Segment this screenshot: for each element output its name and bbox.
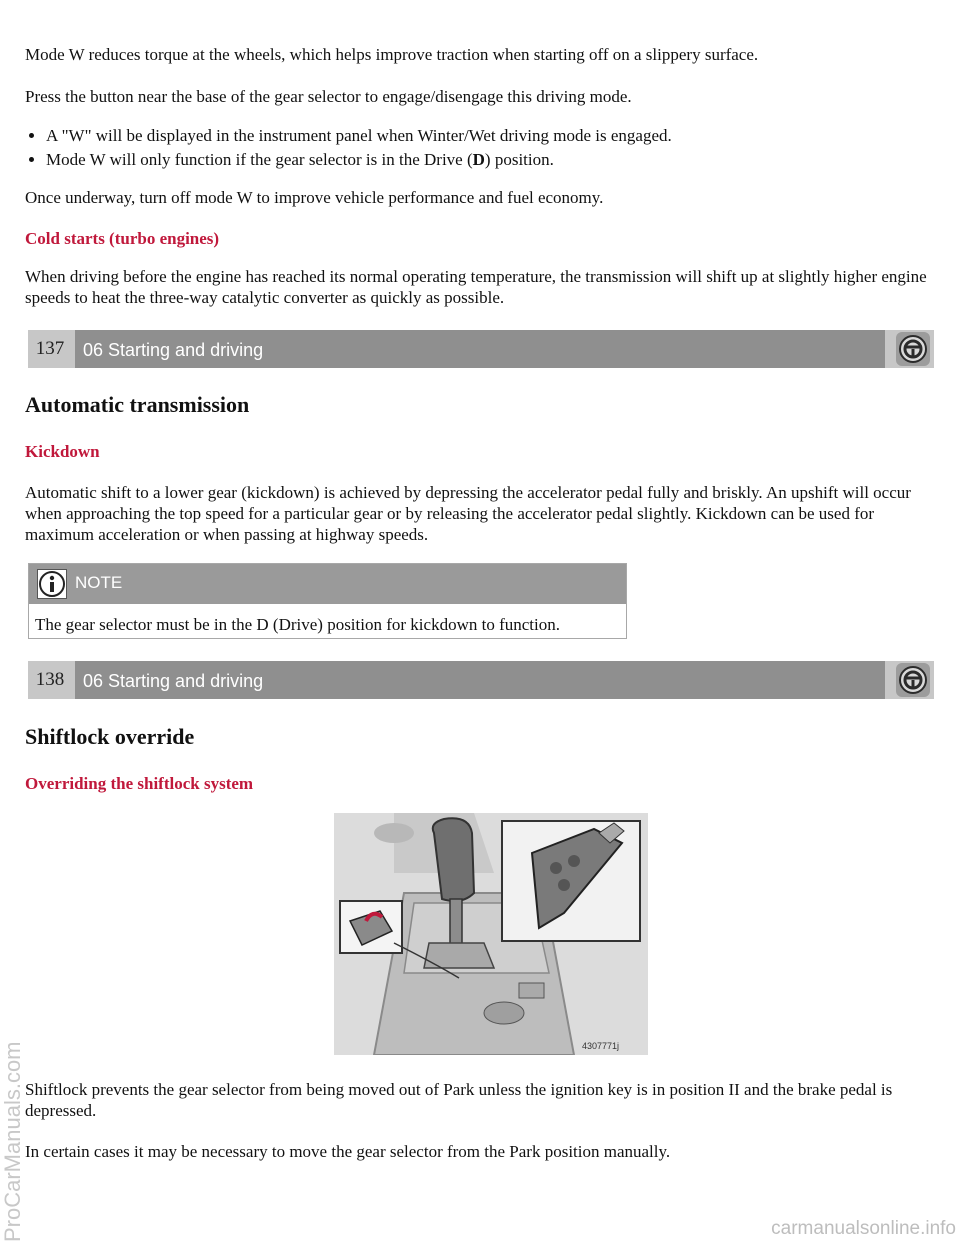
heading-shiftlock-override: Shiftlock override: [25, 724, 195, 749]
paragraph-cold-starts: When driving before the engine has reached its normal operating temperature, the transmission will shift up at slightly higher engine speeds to heat the three-way catalytic converter as quickly as possible.: [25, 267, 927, 307]
chapter-bar-137: [28, 330, 934, 368]
subheading-cold-starts: Cold starts (turbo engines): [25, 229, 220, 248]
paragraph-mode-w: Mode W reduces torque at the wheels, which helps improve traction when starting off on a slippery surface.: [25, 45, 759, 64]
paragraph-shiftlock-prevents: Shiftlock prevents the gear selector from being moved out of Park unless the ignition key is in position II and the brake pedal is depressed.: [25, 1080, 893, 1120]
paragraph-press-button: Press the button near the base of the gear selector to engage/disengage this driving mode.: [25, 87, 632, 106]
bullet-item: • Mode W will only function if the gear selector is in the Drive (D) position.: [46, 149, 672, 170]
note-label: NOTE: [75, 573, 123, 592]
page-number: 137: [28, 330, 72, 368]
chapter-bar-138: [28, 661, 934, 699]
watermark-carmanualsonline: carmanualsonline.info: [771, 1218, 956, 1239]
page-number: 138: [28, 661, 72, 699]
watermark-procarmanuals: ProCarManuals.com: [0, 1041, 25, 1242]
bullet-list: [25, 125, 672, 173]
info-icon: [37, 569, 67, 599]
paragraph-turn-off: Once underway, turn off mode W to improve vehicle performance and fuel economy.: [25, 188, 604, 207]
steering-wheel-icon: [896, 663, 930, 697]
note-header: [29, 564, 626, 604]
gear-selector-illustration: [334, 813, 648, 1055]
note-text: The gear selector must be in the D (Drive) position for kickdown to function.: [35, 615, 560, 634]
chapter-title: 06 Starting and driving: [75, 330, 885, 368]
figure-code: 4307771j: [582, 1041, 620, 1051]
bullet-item: • A "W" will be displayed in the instrument panel when Winter/Wet driving mode is engaged.: [46, 125, 672, 146]
chapter-title: 06 Starting and driving: [75, 661, 885, 699]
subheading-overriding-shiftlock: Overriding the shiftlock system: [25, 774, 254, 793]
paragraph-move-manually: In certain cases it may be necessary to move the gear selector from the Park position manually.: [25, 1142, 671, 1161]
steering-wheel-icon: [896, 332, 930, 366]
paragraph-kickdown: Automatic shift to a lower gear (kickdown) is achieved by depressing the accelerator pedal fully and briskly. An upshift will occur when approaching the top speed for a particular gear or by releasing the accelerator pedal slightly. Kickdown can be used for maximum acceleration or when passing at highway speeds.: [25, 483, 911, 544]
heading-automatic-transmission: Automatic transmission: [25, 392, 250, 417]
subheading-kickdown: Kickdown: [25, 442, 100, 461]
note-box: [28, 563, 627, 639]
